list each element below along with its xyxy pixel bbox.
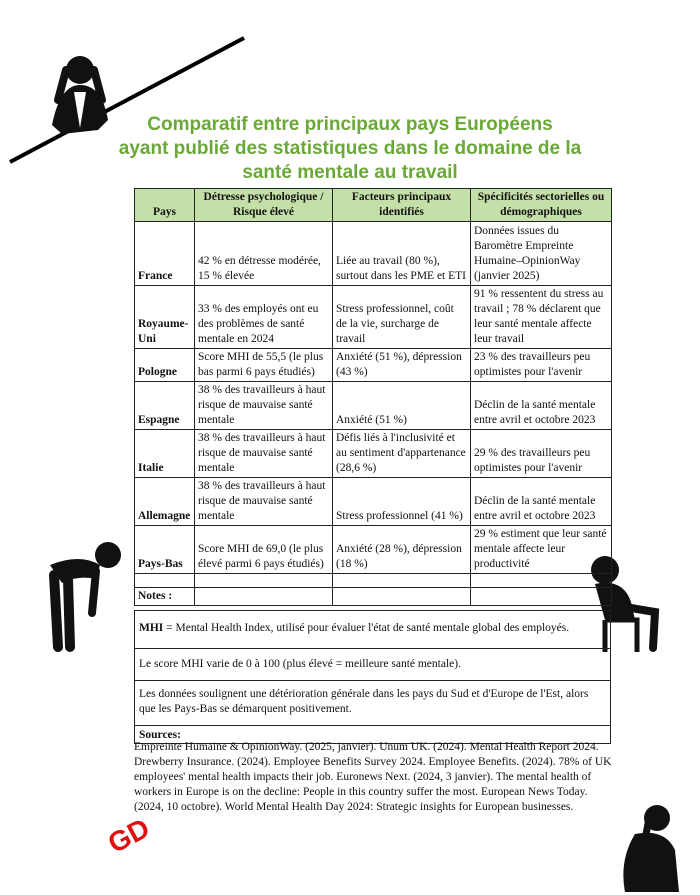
row-distress: 33 % des employés ont eu des problèmes de santé mentale en 2024 bbox=[195, 286, 333, 349]
empty-cell bbox=[471, 588, 612, 606]
table-row bbox=[135, 286, 612, 349]
summary-note: Les données soulignent une détérioration générale dans les pays du Sud et d'Europe de l'Est, alors que les Pays-Bas se démarquent positivement. bbox=[134, 681, 611, 726]
sitting-person-head-in-hand-illustration bbox=[605, 800, 695, 895]
row-distress: 38 % des travailleurs à haut risque de mauvaise santé mentale bbox=[195, 478, 333, 526]
row-country: Pologne bbox=[135, 349, 195, 382]
bent-over-person-illustration bbox=[40, 535, 130, 655]
document-title bbox=[95, 113, 605, 185]
row-factors: Anxiété (51 %), dépression (43 %) bbox=[333, 349, 471, 382]
row-specifics: Déclin de la santé mentale entre avril et octobre 2023 bbox=[471, 382, 612, 430]
empty-cell bbox=[195, 588, 333, 606]
row-country: Allemagne bbox=[135, 478, 195, 526]
empty-cell bbox=[195, 574, 333, 588]
sources-text: Empreinte Humaine & OpinionWay. (2025, janvier). Unum UK. (2024). Mental Health Report 2024. Drewberry Insurance. (2024). Employee Benefits Survey 2024. Employee Benefits. (2024). 78% of UK employees' mental health impacts their job. Euronews Next. (2024, 3 janvier). The mental health of workers in Europe is on the decline: People in this country suffer the most. European News Today. (2024, 10 octobre). World Mental Health Day 2024: Strategic insights for European businesses. bbox=[134, 741, 612, 813]
row-specifics: Données issues du Baromètre Empreinte Humaine–OpinionWay (janvier 2025) bbox=[471, 222, 612, 286]
header-factors: Facteurs principaux identifiés bbox=[333, 189, 471, 222]
row-factors: Anxiété (51 %) bbox=[333, 382, 471, 430]
header-country: Pays bbox=[135, 189, 195, 222]
row-specifics: 29 % des travailleurs peu optimistes pour l'avenir bbox=[471, 430, 612, 478]
row-distress: 42 % en détresse modérée, 15 % élevée bbox=[195, 222, 333, 286]
row-factors: Stress professionnel, coût de la vie, surcharge de travail bbox=[333, 286, 471, 349]
row-factors: Stress professionnel (41 %) bbox=[333, 478, 471, 526]
row-country: Pays-Bas bbox=[135, 526, 195, 574]
row-specifics: Déclin de la santé mentale entre avril et octobre 2023 bbox=[471, 478, 612, 526]
sources-label-text: Sources: bbox=[139, 729, 181, 741]
row-factors: Anxiété (28 %), dépression (18 %) bbox=[333, 526, 471, 574]
mhi-term: MHI bbox=[139, 622, 164, 634]
row-country: Italie bbox=[135, 430, 195, 478]
table-row bbox=[135, 526, 612, 574]
table-row bbox=[135, 222, 612, 286]
notes-row bbox=[135, 588, 612, 606]
header-specifics: Spécificités sectorielles ou démographiques bbox=[471, 189, 612, 222]
scale-note: Le score MHI varie de 0 à 100 (plus élevé = meilleure santé mentale). bbox=[134, 649, 611, 681]
title-line-3: santé mentale au travail bbox=[242, 162, 458, 183]
table-row bbox=[135, 382, 612, 430]
table-row bbox=[135, 478, 612, 526]
notes-section bbox=[134, 610, 611, 744]
comparison-table bbox=[134, 188, 612, 606]
empty-cell bbox=[333, 574, 471, 588]
empty-cell bbox=[135, 574, 195, 588]
row-country: France bbox=[135, 222, 195, 286]
row-distress: Score MHI de 69,0 (le plus élevé parmi 6 pays étudiés) bbox=[195, 526, 333, 574]
title-line-1: Comparatif entre principaux pays Européens bbox=[147, 114, 553, 135]
mhi-note bbox=[134, 610, 611, 649]
empty-cell bbox=[333, 588, 471, 606]
signature-initials: GD bbox=[102, 812, 155, 860]
header-distress: Détresse psychologique / Risque élevé bbox=[195, 189, 333, 222]
table-row bbox=[135, 430, 612, 478]
notes-label: Notes : bbox=[135, 588, 195, 606]
row-distress: 38 % des travailleurs à haut risque de mauvaise santé mentale bbox=[195, 382, 333, 430]
row-distress: 38 % des travailleurs à haut risque de mauvaise santé mentale bbox=[195, 430, 333, 478]
row-specifics: 29 % estiment que leur santé mentale affecte leur productivité bbox=[471, 526, 612, 574]
row-distress: Score MHI de 55,5 (le plus bas parmi 6 pays étudiés) bbox=[195, 349, 333, 382]
row-country: Royaume-Uni bbox=[135, 286, 195, 349]
mhi-definition: = Mental Health Index, utilisé pour évaluer l'état de santé mentale global des employés. bbox=[163, 622, 570, 634]
row-country: Espagne bbox=[135, 382, 195, 430]
empty-cell bbox=[471, 574, 612, 588]
row-factors: Liée au travail (80 %), surtout dans les PME et ETI bbox=[333, 222, 471, 286]
title-line-2: ayant publié des statistiques dans le domaine de la bbox=[118, 138, 582, 159]
table-row-spacer bbox=[135, 574, 612, 588]
table-header-row bbox=[135, 189, 612, 222]
table-row bbox=[135, 349, 612, 382]
row-specifics: 23 % des travailleurs peu optimistes pour l'avenir bbox=[471, 349, 612, 382]
row-specifics: 91 % ressentent du stress au travail ; 78 % déclarent que leur santé mentale affecte leur travail bbox=[471, 286, 612, 349]
row-factors: Défis liés à l'inclusivité et au sentiment d'appartenance (28,6 %) bbox=[333, 430, 471, 478]
